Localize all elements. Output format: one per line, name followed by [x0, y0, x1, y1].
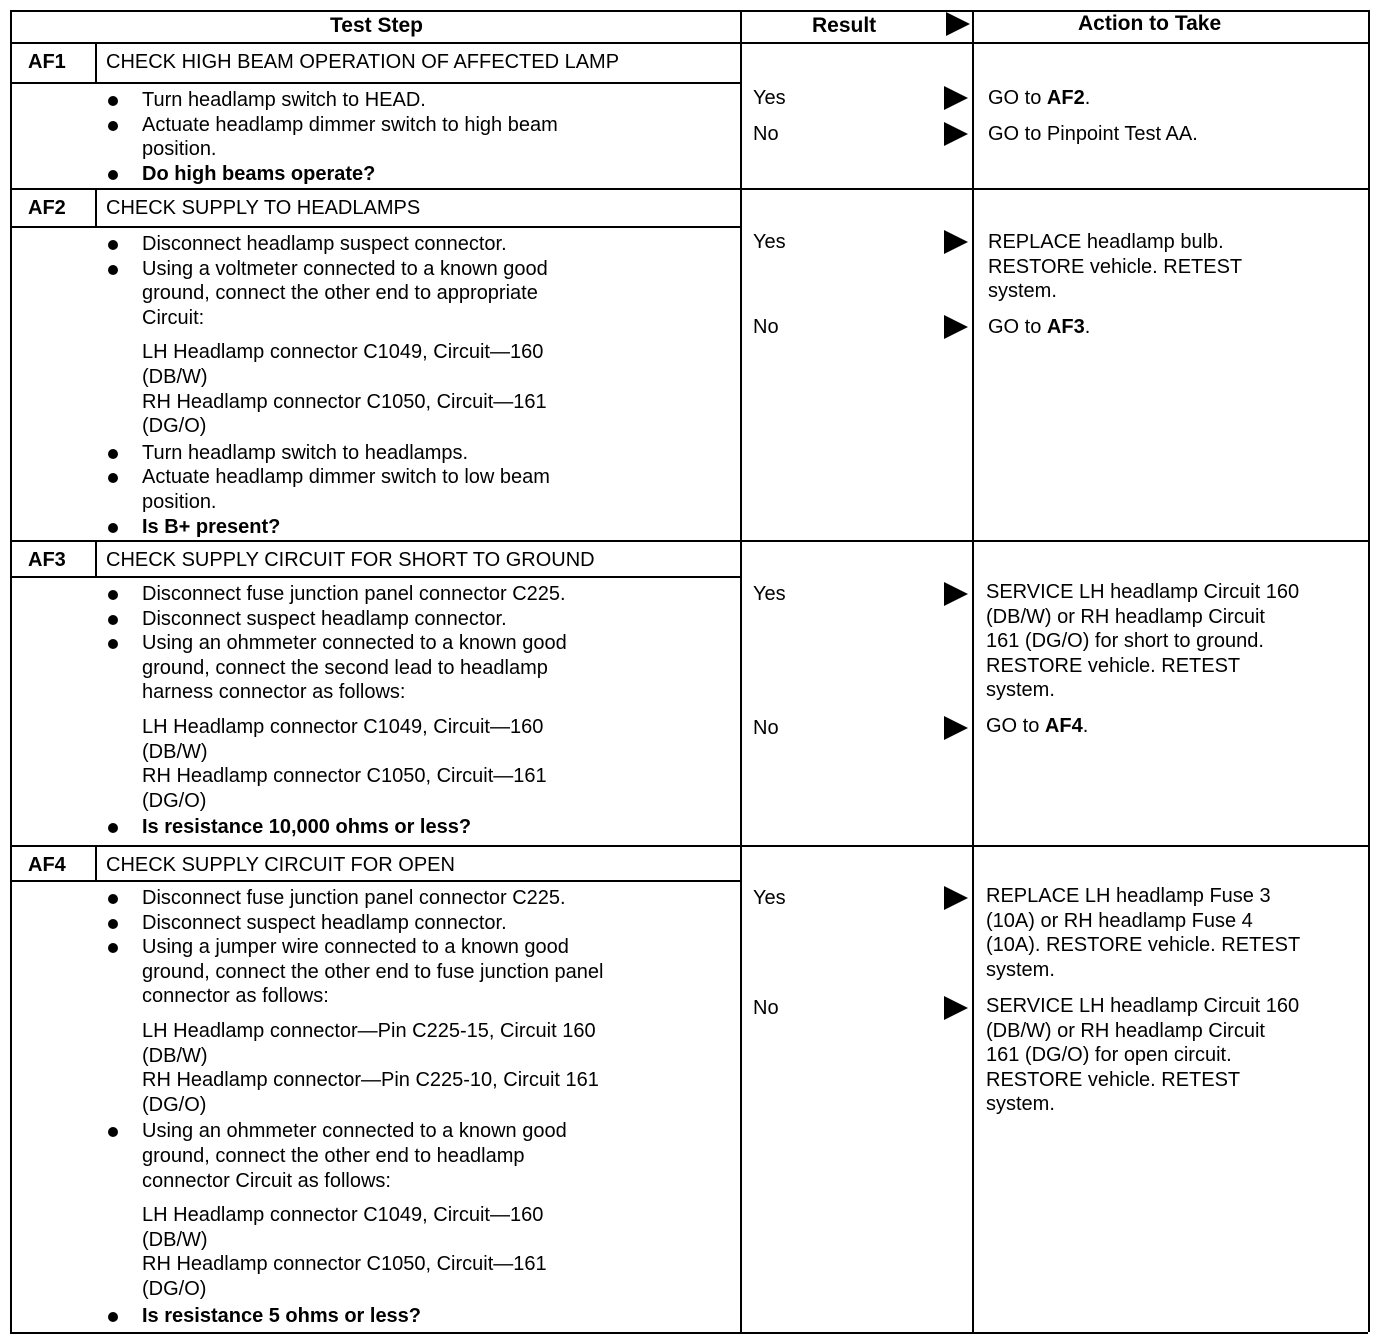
result-label: Yes	[753, 887, 786, 909]
step-instruction: position.	[142, 491, 217, 513]
step-instruction: Using an ohmmeter connected to a known good	[142, 632, 567, 655]
action-line	[986, 884, 1271, 908]
step-title: CHECK SUPPLY TO HEADLAMPS	[106, 197, 421, 219]
action-line	[988, 255, 1242, 279]
connector-spec: (DG/O)	[142, 415, 207, 438]
action-text: .	[1082, 715, 1089, 737]
step-id: AF2	[28, 197, 66, 219]
connector-spec: (DG/O)	[142, 789, 207, 812]
connector-spec: LH Headlamp connector—Pin C225-15, Circuit 160	[142, 1020, 596, 1042]
action-text: REPLACE LH headlamp Fuse 3	[986, 885, 1271, 907]
bullet-icon	[108, 894, 118, 904]
step-instruction: Disconnect headlamp suspect connector.	[142, 233, 507, 255]
step-instruction: Disconnect suspect headlamp connector.	[142, 911, 507, 934]
result-arrow-icon	[944, 582, 968, 606]
result-arrow-icon	[944, 886, 968, 910]
action-line	[986, 714, 1088, 738]
result-arrow-icon	[944, 86, 968, 110]
result-arrow-icon	[946, 12, 970, 36]
step-divider	[10, 188, 1368, 190]
column-header-action: Action to Take	[1078, 12, 1222, 35]
step-reference: AF4	[1044, 715, 1083, 737]
connector-spec: LH Headlamp connector C1049, Circuit—160	[142, 1204, 544, 1227]
action-text: 161 (DG/O) for open circuit.	[986, 1044, 1232, 1067]
bullet-icon	[108, 121, 118, 131]
action-line	[986, 1019, 1265, 1043]
action-text: (10A) or RH headlamp Fuse 4	[986, 909, 1253, 932]
bullet-icon	[108, 523, 118, 533]
action-line	[988, 86, 1090, 110]
step-instruction: Using a voltmeter connected to a known good	[142, 257, 548, 280]
action-text: RESTORE vehicle. RETEST	[986, 654, 1241, 677]
step-title-underline	[10, 226, 740, 228]
result-arrow-icon	[944, 716, 968, 740]
table-bottom-border	[10, 1332, 1368, 1334]
step-instruction: Turn headlamp switch to headlamps.	[142, 441, 469, 464]
action-text: .	[1084, 87, 1091, 109]
connector-spec: RH Headlamp connector C1050, Circuit—161	[142, 1253, 547, 1276]
step-instruction: Is resistance 5 ohms or less?	[142, 1304, 422, 1327]
action-text: (DB/W) or RH headlamp Circuit	[986, 1019, 1265, 1042]
connector-spec: RH Headlamp connector C1050, Circuit—161	[142, 390, 547, 413]
connector-spec: (DB/W)	[142, 1044, 208, 1067]
connector-spec: (DB/W)	[142, 1228, 208, 1251]
bullet-icon	[108, 170, 118, 180]
result-arrow-icon	[944, 122, 968, 146]
step-instruction: Disconnect fuse junction panel connector C225.	[142, 583, 566, 605]
action-text: .	[1084, 316, 1091, 338]
step-id-divider	[95, 42, 97, 82]
action-line	[988, 279, 1057, 303]
action-text: system.	[986, 1093, 1055, 1116]
step-instruction: Do high beams operate?	[142, 162, 376, 185]
action-text: GO to	[988, 87, 1047, 109]
header-bottom-border	[10, 42, 1368, 44]
step-instruction: Actuate headlamp dimmer switch to high beam	[142, 113, 558, 136]
connector-spec: (DG/O)	[142, 1093, 207, 1116]
action-text: GO to	[986, 715, 1045, 737]
bullet-icon	[108, 240, 118, 250]
column-divider-action	[972, 10, 974, 1332]
step-instruction: Using an ohmmeter connected to a known good	[142, 1120, 567, 1143]
step-title: CHECK SUPPLY CIRCUIT FOR OPEN	[106, 854, 455, 876]
step-instruction: position.	[142, 138, 217, 161]
action-line	[986, 1092, 1055, 1116]
step-instruction: ground, connect the other end to appropriate	[142, 282, 538, 305]
step-id-divider	[95, 540, 97, 576]
step-instruction: ground, connect the other end to headlamp	[142, 1145, 525, 1167]
bullet-icon	[108, 615, 118, 625]
connector-spec: (DB/W)	[142, 740, 208, 763]
connector-spec: (DB/W)	[142, 366, 208, 388]
action-text: 161 (DG/O) for short to ground.	[986, 630, 1264, 653]
action-text: (10A). RESTORE vehicle. RETEST	[986, 934, 1301, 957]
action-text: RESTORE vehicle. RETEST	[986, 1068, 1241, 1091]
action-text: system.	[986, 679, 1055, 702]
result-label: Yes	[753, 583, 786, 605]
action-text: GO to Pinpoint Test AA.	[988, 123, 1198, 145]
result-label: Yes	[753, 231, 786, 253]
action-text: REPLACE headlamp bulb.	[988, 231, 1224, 253]
bullet-icon	[108, 823, 118, 833]
step-instruction: Turn headlamp switch to HEAD.	[142, 89, 426, 111]
step-title: CHECK SUPPLY CIRCUIT FOR SHORT TO GROUND	[106, 549, 595, 571]
action-text: system.	[988, 280, 1057, 303]
action-line	[986, 933, 1300, 957]
step-id: AF4	[28, 854, 66, 876]
bullet-icon	[108, 449, 118, 459]
action-text: SERVICE LH headlamp Circuit 160	[986, 995, 1300, 1017]
step-instruction: Disconnect suspect headlamp connector.	[142, 607, 507, 630]
step-instruction: Actuate headlamp dimmer switch to low beam	[142, 466, 550, 489]
action-line	[986, 580, 1299, 604]
action-line	[986, 654, 1240, 678]
action-line	[986, 958, 1055, 982]
result-label: No	[753, 997, 779, 1019]
column-header-test-step: Test Step	[330, 14, 423, 37]
action-line	[986, 994, 1299, 1018]
bullet-icon	[108, 1312, 118, 1322]
step-instruction: ground, connect the second lead to headlamp	[142, 656, 548, 679]
step-instruction: Circuit:	[142, 306, 205, 329]
action-line	[988, 315, 1090, 339]
connector-spec: RH Headlamp connector C1050, Circuit—161	[142, 765, 547, 788]
step-instruction: Using a jumper wire connected to a known good	[142, 936, 569, 959]
action-line	[986, 629, 1264, 653]
connector-spec: LH Headlamp connector C1049, Circuit—160	[142, 341, 544, 364]
table-left-border	[10, 10, 12, 1332]
step-instruction: connector as follows:	[142, 985, 329, 1008]
result-label: No	[753, 717, 779, 739]
step-id: AF3	[28, 549, 66, 571]
result-label: Yes	[753, 87, 786, 109]
column-header-result: Result	[812, 14, 877, 37]
action-line	[986, 678, 1055, 702]
result-label: No	[753, 123, 779, 145]
bullet-icon	[108, 265, 118, 275]
step-instruction: Is resistance 10,000 ohms or less?	[142, 816, 472, 839]
step-divider	[10, 845, 1368, 847]
connector-spec: LH Headlamp connector C1049, Circuit—160	[142, 716, 544, 738]
bullet-icon	[108, 590, 118, 600]
action-line	[986, 909, 1253, 933]
bullet-icon	[108, 473, 118, 483]
action-line	[986, 605, 1265, 629]
bullet-icon	[108, 639, 118, 649]
action-text: RESTORE vehicle. RETEST	[988, 255, 1243, 278]
action-line	[986, 1043, 1232, 1067]
step-reference: AF3	[1046, 316, 1085, 338]
bullet-icon	[108, 943, 118, 953]
action-line	[988, 230, 1224, 254]
bullet-icon	[108, 96, 118, 106]
result-label: No	[753, 316, 779, 338]
step-id-divider	[95, 188, 97, 226]
action-text: (DB/W) or RH headlamp Circuit	[986, 605, 1265, 628]
action-text: SERVICE LH headlamp Circuit 160	[986, 581, 1300, 603]
step-divider	[10, 540, 1368, 542]
result-arrow-icon	[944, 315, 968, 339]
bullet-icon	[108, 919, 118, 929]
step-title: CHECK HIGH BEAM OPERATION OF AFFECTED LAMP	[106, 51, 620, 73]
step-title-underline	[10, 576, 740, 578]
step-title-underline	[10, 82, 740, 84]
connector-spec: (DG/O)	[142, 1278, 207, 1300]
connector-spec: RH Headlamp connector—Pin C225-10, Circuit 161	[142, 1069, 599, 1092]
step-instruction: ground, connect the other end to fuse junction panel	[142, 960, 604, 983]
action-text: GO to	[988, 316, 1047, 338]
action-line	[986, 1068, 1240, 1092]
column-divider-result	[740, 10, 742, 1332]
step-instruction: harness connector as follows:	[142, 681, 406, 704]
step-reference: AF2	[1046, 87, 1085, 109]
step-title-underline	[10, 880, 740, 882]
step-id-divider	[95, 845, 97, 880]
step-id: AF1	[28, 51, 66, 73]
bullet-icon	[108, 1127, 118, 1137]
result-arrow-icon	[944, 230, 968, 254]
step-instruction: connector Circuit as follows:	[142, 1169, 391, 1192]
step-instruction: Is B+ present?	[142, 515, 281, 538]
action-text: system.	[986, 958, 1055, 981]
step-instruction: Disconnect fuse junction panel connector C225.	[142, 887, 566, 909]
table-right-border	[1368, 10, 1370, 1332]
action-line	[988, 122, 1198, 146]
result-arrow-icon	[944, 996, 968, 1020]
